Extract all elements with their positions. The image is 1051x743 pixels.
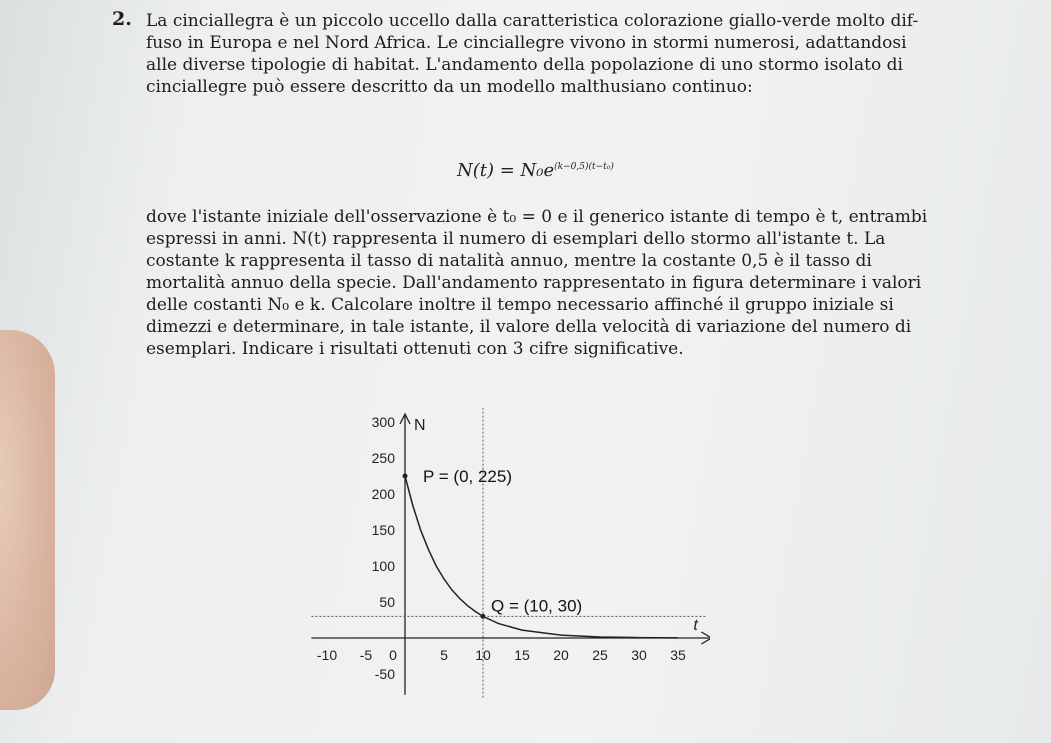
formula-main: N(t) = N₀e [457,160,555,181]
x-tick-label: 30 [631,647,647,663]
text-line: dimezzi e determinare, in tale istante, il valore della velocità di variazione del numero di [146,317,912,337]
x-tick-label: 5 [440,647,448,663]
text-line: dove l'istante iniziale dell'osservazione è t₀ = 0 e il generico istante di tempo è t, entrambi [146,207,928,227]
y-tick-label: 100 [371,558,395,574]
population-chart [290,408,710,728]
malthus-formula [457,156,614,182]
point-p-label: P = (0, 225) [423,467,512,486]
formula-exponent: (k−0,5)(t−t₀) [554,162,614,172]
problem-number: 2. [112,8,132,30]
y-tick-label: 250 [371,450,395,466]
x-tick-label: 35 [670,647,686,663]
y-tick-label: 50 [379,594,395,610]
intro-line: cinciallegre può essere descritto da un modello malthusiano continuo: [146,77,753,97]
text-line: delle costanti N₀ e k. Calcolare inoltre il tempo necessario affinché il gruppo iniziale si [146,295,894,315]
x-tick-label: 15 [514,647,530,663]
x-tick-label: -10 [316,647,338,663]
x-axis-label: t [693,617,698,634]
x-tick-label: 25 [592,647,608,663]
y-tick-label: 300 [371,414,395,430]
y-tick-label: 200 [371,486,395,502]
intro-line: La cinciallegra è un piccolo uccello dalla caratteristica colorazione giallo-verde molto dif- [146,11,919,31]
text-line: costante k rappresenta il tasso di natalità annuo, mentre la costante 0,5 è il tasso di [146,251,872,271]
point-p [403,474,408,479]
y-axis-label: N [414,417,426,434]
y-tick-label: 150 [371,522,395,538]
point-q-label: Q = (10, 30) [491,596,583,616]
text-line: esemplari. Indicare i risultati ottenuti con 3 cifre significative. [146,339,684,359]
x-tick-label: 0 [389,647,397,663]
text-line: mortalità annuo della specie. Dall'andamento rappresentato in figura determinare i valori [146,273,922,293]
intro-line: alle diverse tipologie di habitat. L'andamento della popolazione di uno stormo isolato di [146,55,903,75]
intro-line: fuso in Europa e nel Nord Africa. Le cinciallegre vivono in stormi numerosi, adattandosi [146,33,907,53]
x-tick-label: 20 [553,647,569,663]
x-tick-label: 10 [475,647,491,663]
y-tick-label: -50 [374,666,395,682]
thumb-shadow [0,330,55,710]
x-tick-label: -5 [359,647,373,663]
point-q [481,614,486,619]
text-line: espressi in anni. N(t) rappresenta il numero di esemplari dello stormo all'istante t. La [146,229,886,249]
